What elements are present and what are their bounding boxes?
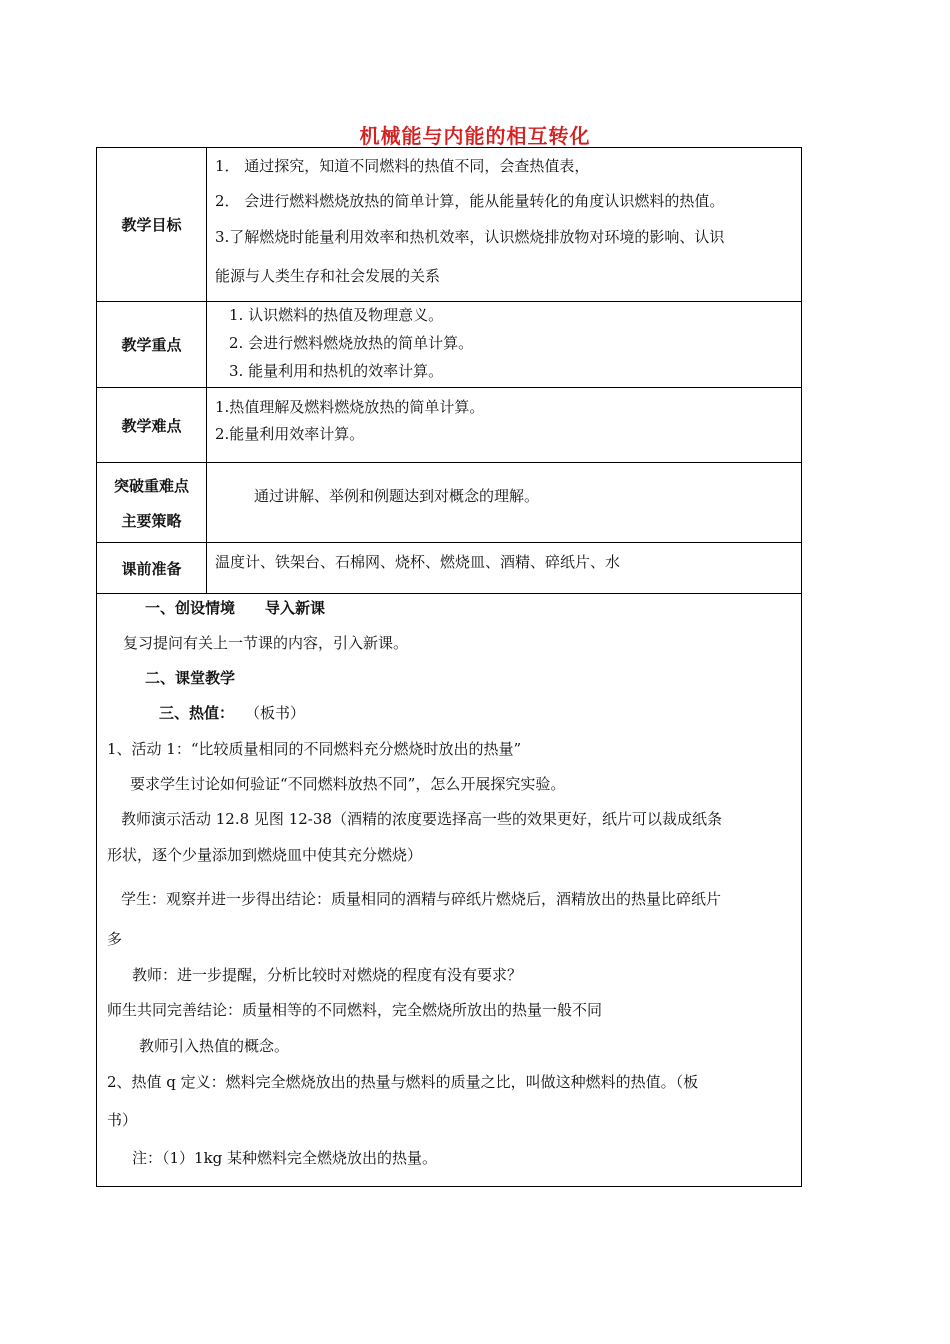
row-preparation xyxy=(97,543,801,594)
body-paragraph: 形状，逐个少量添加到燃烧皿中使其充分燃烧） xyxy=(107,846,423,864)
body-paragraph: 教师演示活动 12.8 见图 12-38（酒精的浓度要选择高一些的效果更好，纸片可以裁成纸条 xyxy=(121,810,722,828)
difficulty-2: 2.能量利用效率计算。 xyxy=(215,425,365,443)
strategy-text: 通过讲解、举例和例题达到对概念的理解。 xyxy=(254,487,540,505)
goal-line-3: 3.了解燃烧时能量利用效率和热机效率，认识燃烧排放物对环境的影响、认识 xyxy=(215,228,725,246)
label-strategy xyxy=(97,463,207,542)
key-point-1: 1. 认识燃料的热值及物理意义。 xyxy=(229,306,444,324)
body-paragraph: 师生共同完善结论：质量相等的不同燃料，完全燃烧所放出的热量一般不同 xyxy=(107,1001,603,1019)
key-point-2: 2. 会进行燃料燃烧放热的简单计算。 xyxy=(229,334,474,352)
content-strategy xyxy=(207,463,801,542)
section-heading-3: 三、热值： xyxy=(159,704,235,722)
label-preparation: 课前准备 xyxy=(97,543,207,593)
row-strategy xyxy=(97,463,801,543)
body-paragraph: 教师引入热值的概念。 xyxy=(139,1037,290,1055)
goal-line-2: 2． 会进行燃料燃烧放热的简单计算，能从能量转化的角度认识燃料的热值。 xyxy=(215,192,725,210)
body-paragraph: 学生：观察并进一步得出结论：质量相同的酒精与碎纸片燃烧后，酒精放出的热量比碎纸片 xyxy=(121,890,722,908)
row-difficulties xyxy=(97,388,801,463)
body-paragraph: 注：（1）1kg 某种燃料完全燃烧放出的热量。 xyxy=(132,1149,438,1167)
body-paragraph: 书） xyxy=(107,1111,138,1129)
section-heading-2: 二、课堂教学 xyxy=(145,669,236,687)
body-paragraph: 要求学生讨论如何验证“不同燃料放热不同”，怎么开展探究实验。 xyxy=(130,775,566,793)
label-teaching-goals: 教学目标 xyxy=(97,148,207,301)
page-title: 机械能与内能的相互转化 xyxy=(359,124,591,148)
goal-line-1: 1． 通过探究，知道不同燃料的热值不同，会查热值表， xyxy=(215,157,590,175)
row-teaching-goals xyxy=(97,148,801,302)
body-paragraph: 多 xyxy=(107,930,123,948)
lesson-plan-table xyxy=(96,147,802,1187)
body-paragraph: 教师：进一步提醒，分析比较时对燃烧的程度有没有要求？ xyxy=(132,966,523,984)
label-strategy-line-2: 主要策略 xyxy=(121,511,182,530)
label-difficulties: 教学难点 xyxy=(97,388,207,462)
label-strategy-line-1: 突破重难点 xyxy=(113,476,189,495)
body-paragraph: 2、热值 q 定义：燃料完全燃烧放出的热量与燃料的质量之比，叫做这种燃料的热值。（板 xyxy=(107,1073,699,1091)
key-point-3: 3. 能量利用和热机的效率计算。 xyxy=(229,362,444,380)
difficulty-1: 1.热值理解及燃料燃烧放热的简单计算。 xyxy=(215,398,485,416)
label-key-points: 教学重点 xyxy=(97,302,207,387)
body-paragraph: 1、活动 1：“比较质量相同的不同燃料充分燃烧时放出的热量” xyxy=(107,740,522,758)
goal-line-4: 能源与人类生存和社会发展的关系 xyxy=(215,267,441,285)
content-preparation xyxy=(207,543,801,593)
content-difficulties xyxy=(207,388,801,462)
content-teaching-goals xyxy=(207,148,801,301)
content-key-points xyxy=(207,302,801,387)
preparation-text: 温度计、铁架台、石棉网、烧杯、燃烧皿、酒精、碎纸片、水 xyxy=(215,553,621,571)
board-note: （板书） xyxy=(245,704,306,722)
section-heading-1: 一、创设情境 导入新课 xyxy=(145,599,326,617)
body-paragraph: 复习提问有关上一节课的内容，引入新课。 xyxy=(123,634,409,652)
lesson-body xyxy=(97,594,801,1186)
row-key-points xyxy=(97,302,801,388)
